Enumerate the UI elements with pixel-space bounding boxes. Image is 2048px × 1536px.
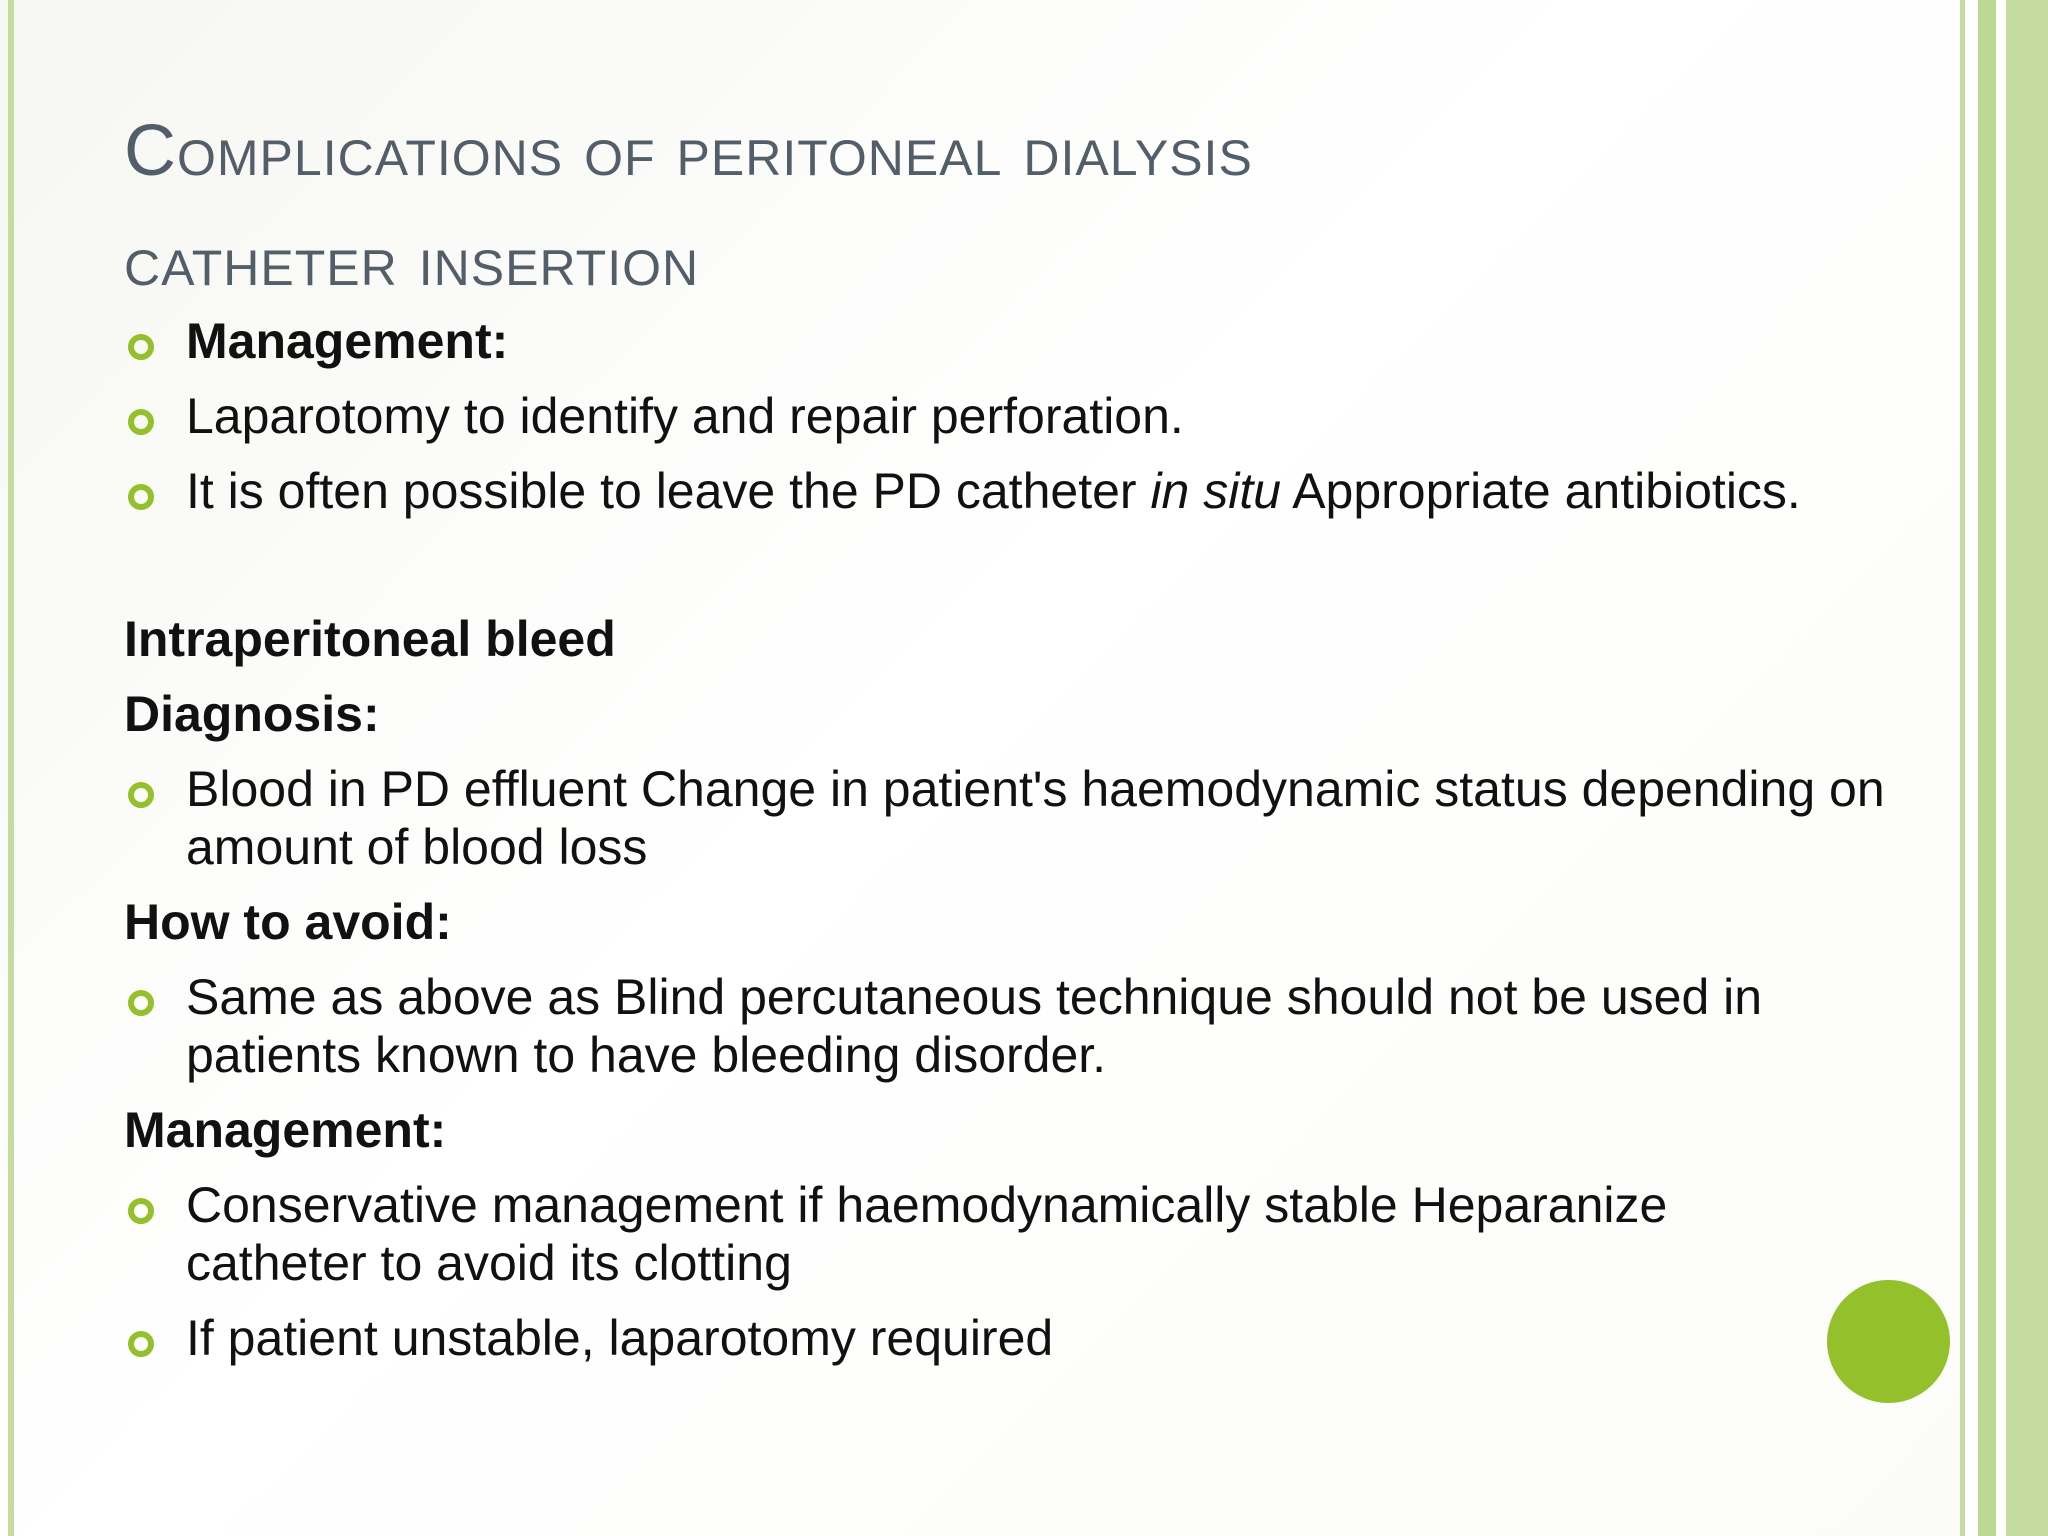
title-line-2: catheter insertion xyxy=(124,221,700,301)
bullet-catheter-in-situ xyxy=(124,462,1924,520)
bullet-diagnosis xyxy=(124,760,1924,876)
bullet-text: Management: xyxy=(186,313,509,369)
left-frame-stripe xyxy=(8,0,14,1536)
bullet-ring-icon xyxy=(128,782,154,808)
how-to-avoid-heading: How to avoid: xyxy=(124,894,452,950)
bullet-text: If patient unstable, laparotomy required xyxy=(186,1310,1054,1366)
decorative-green-circle xyxy=(1827,1280,1950,1403)
bullet-ring-icon xyxy=(128,409,154,435)
bullet-laparotomy xyxy=(124,387,1924,445)
bullet-ring-icon xyxy=(128,334,154,360)
bullet-italic-text: in situ xyxy=(1150,463,1282,519)
right-frame-stripe xyxy=(1978,0,1996,1536)
bullet-ring-icon xyxy=(128,484,154,510)
bullet-ring-icon xyxy=(128,1198,154,1224)
bullet-ring-icon xyxy=(128,1331,154,1357)
right-frame-stripe xyxy=(2006,0,2048,1536)
bullet-how-to-avoid xyxy=(124,968,1924,1084)
bullet-text: It is often possible to leave the PD catheter xyxy=(186,463,1151,519)
bullet-conservative-management xyxy=(124,1176,1924,1292)
right-frame-gap xyxy=(1996,0,2006,1536)
bullet-text: Same as above as Blind percutaneous technique should not be used in patients known to have bleeding disorder. xyxy=(186,969,1763,1083)
slide-content xyxy=(124,312,1924,1367)
bullet-text: Conservative management if haemodynamically stable Heparanize catheter to avoid its clotting xyxy=(186,1177,1668,1291)
management-heading: Management: xyxy=(124,1102,447,1158)
slide-title xyxy=(124,96,1904,316)
section-heading-intraperitoneal-bleed: Intraperitoneal bleed xyxy=(124,611,616,667)
bullet-management xyxy=(124,312,1924,370)
bullet-text: Laparotomy to identify and repair perforation. xyxy=(186,388,1184,444)
right-frame-gap xyxy=(1965,0,1978,1536)
bullet-text: Appropriate antibiotics. xyxy=(1281,463,1801,519)
bullet-laparotomy-required xyxy=(124,1309,1924,1367)
diagnosis-heading: Diagnosis: xyxy=(124,686,380,742)
title-line-1: Complications of peritoneal dialysis xyxy=(124,111,1253,191)
bullet-ring-icon xyxy=(128,990,154,1016)
bullet-text: Blood in PD effluent Change in patient's haemodynamic status depending on amount of blood loss xyxy=(186,761,1885,875)
